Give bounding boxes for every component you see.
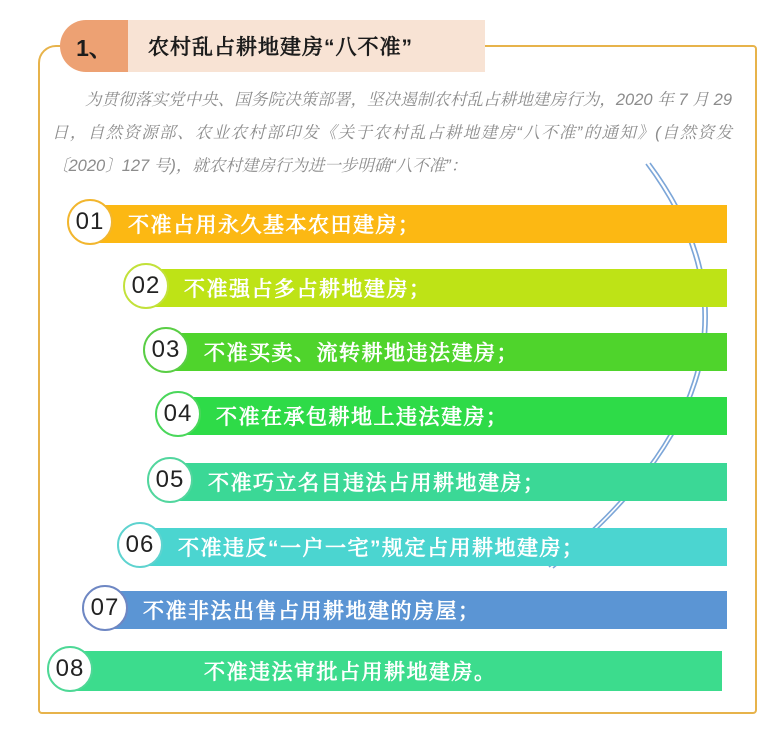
rule-text: 不准在承包耕地上违法建房； [216,406,509,429]
rule-item [55,651,722,691]
rule-text: 不准占用永久基本农田建房； [128,214,421,237]
rule-number-badge [143,327,189,373]
rule-number: 01 [75,208,105,235]
rule-number-badge [82,585,128,631]
rule-bar [142,528,727,566]
rule-number: 02 [131,272,161,299]
rule-text: 不准违反“一户一宅”规定占用耕地建房； [178,537,585,560]
rule-number-badge [67,199,113,245]
rule-bar [107,591,727,629]
rule-item [131,269,727,307]
title-band [128,20,485,72]
rule-bar [148,269,727,307]
rule-number-badge [117,522,163,568]
rule-bar [180,397,727,435]
rule-number: 08 [55,655,85,682]
rule-text: 不准违法审批占用耕地建房。 [204,661,497,684]
rule-item [155,463,727,501]
rule-text: 不准非法出售占用耕地建的房屋； [143,600,481,623]
rule-number: 05 [155,466,185,493]
rule-item [163,397,727,435]
rule-number-badge [47,646,93,692]
rule-number: 04 [163,400,193,427]
rule-number: 07 [90,594,120,621]
rule-number: 06 [125,531,155,558]
rule-item [151,333,727,371]
page-title: 农村乱占耕地建房“八不准” [148,36,413,59]
section-number-badge: 1、 [60,20,128,72]
intro-paragraph: 为贯彻落实党中央、国务院决策部署，坚决遏制农村乱占耕地建房行为，2020 年 7 月 29 日，自然资源部、农业农村部印发《关于农村乱占耕地建房“八不准”的通知》(自然资发〔2020〕127 号)，就农村建房行为进一步明确“八不准”： [52,91,732,175]
rule-number-badge [123,263,169,309]
rule-bar [92,205,727,243]
rule-number-badge [155,391,201,437]
rule-item [125,528,727,566]
rule-item [75,205,727,243]
rule-text: 不准巧立名目违法占用耕地建房； [208,472,546,495]
rule-item [90,591,727,629]
rule-bar [168,333,727,371]
rule-number-badge [147,457,193,503]
rule-number: 03 [151,336,181,363]
rule-text: 不准强占多占耕地建房； [184,278,432,301]
rule-bar [172,463,727,501]
rule-bar [72,651,722,691]
rule-text: 不准买卖、流转耕地违法建房； [204,342,519,365]
